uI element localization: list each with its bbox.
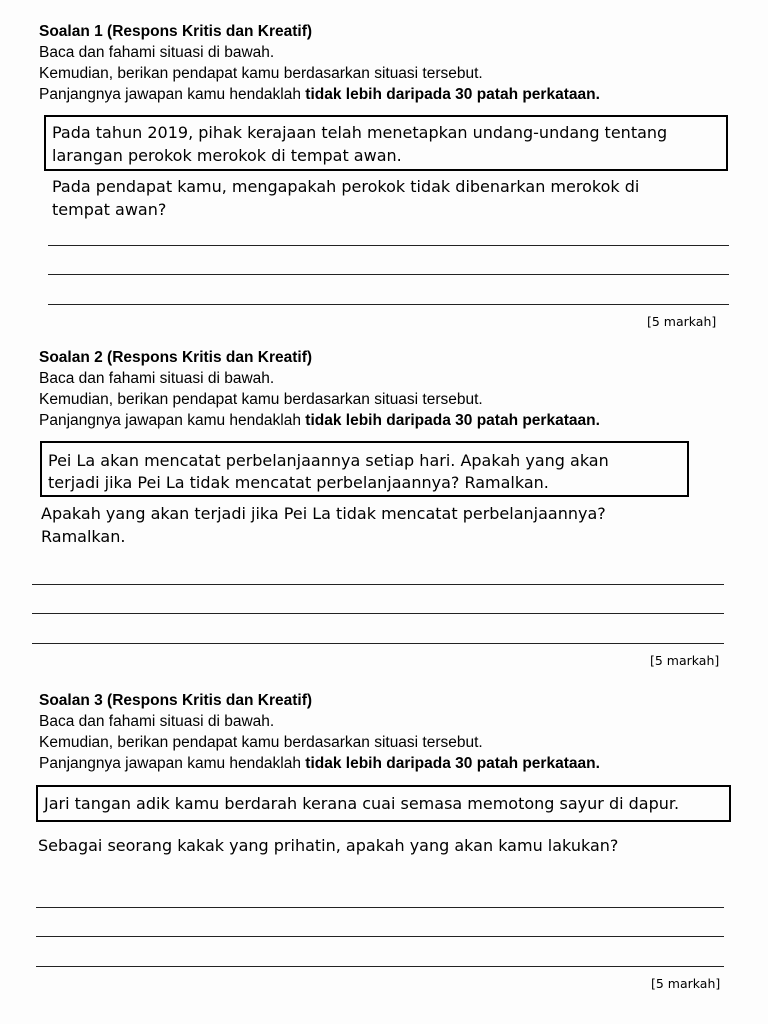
question-3-answer-line-2[interactable] bbox=[36, 936, 724, 937]
question-3-instruction-opinion: Kemudian, berikan pendapat kamu berdasarkan situasi tersebut. bbox=[39, 734, 483, 751]
question-1-situation-line-1: Pada tahun 2019, pihak kerajaan telah menetapkan undang-undang tentang bbox=[52, 123, 668, 142]
question-2-length-limit: tidak lebih daripada 30 patah perkataan. bbox=[305, 412, 600, 429]
question-3-instruction-length bbox=[39, 754, 600, 774]
question-3-situation-box bbox=[36, 785, 731, 822]
question-2-instruction-opinion: Kemudian, berikan pendapat kamu berdasarkan situasi tersebut. bbox=[39, 391, 483, 408]
question-1-marks: [5 markah] bbox=[647, 314, 717, 329]
question-2-prompt-line-2: Ramalkan. bbox=[41, 527, 126, 546]
question-2-length-text: Panjangnya jawapan kamu hendaklah bbox=[39, 412, 306, 429]
question-1-length-limit: tidak lebih daripada 30 patah perkataan. bbox=[305, 86, 600, 103]
question-2-prompt-line-1: Apakah yang akan terjadi jika Pei La tidak mencatat perbelanjaannya? bbox=[41, 504, 606, 523]
question-2-answer-line-1[interactable] bbox=[32, 584, 724, 585]
question-3-situation-line-1: Jari tangan adik kamu berdarah kerana cuai semasa memotong sayur di dapur. bbox=[44, 794, 680, 813]
question-3-answer-line-1[interactable] bbox=[36, 907, 724, 908]
question-1-instruction-opinion: Kemudian, berikan pendapat kamu berdasarkan situasi tersebut. bbox=[39, 65, 483, 82]
question-3-title: Soalan 3 (Respons Kritis dan Kreatif) bbox=[39, 692, 313, 709]
question-3-length-limit: tidak lebih daripada 30 patah perkataan. bbox=[305, 755, 600, 772]
question-1-prompt-line-1: Pada pendapat kamu, mengapakah perokok tidak dibenarkan merokok di bbox=[52, 177, 640, 196]
question-3-length-text: Panjangnya jawapan kamu hendaklah bbox=[39, 755, 306, 772]
question-2-situation-box bbox=[40, 441, 689, 497]
question-3-answer-line-3[interactable] bbox=[36, 966, 724, 967]
question-1-situation-line-2: larangan perokok merokok di tempat awan. bbox=[52, 146, 402, 165]
question-2-title: Soalan 2 (Respons Kritis dan Kreatif) bbox=[39, 349, 313, 366]
question-2-answer-line-2[interactable] bbox=[32, 613, 724, 614]
question-3-marks: [5 markah] bbox=[651, 976, 721, 991]
question-3-prompt-line-1: Sebagai seorang kakak yang prihatin, apakah yang akan kamu lakukan? bbox=[38, 836, 619, 855]
question-2-answer-line-3[interactable] bbox=[32, 643, 724, 644]
question-1-instruction-read: Baca dan fahami situasi di bawah. bbox=[39, 44, 275, 61]
question-2-instruction-length bbox=[39, 411, 600, 431]
question-1-prompt-line-2: tempat awan? bbox=[52, 200, 167, 219]
question-3-instruction-read: Baca dan fahami situasi di bawah. bbox=[39, 713, 275, 730]
question-1-length-text: Panjangnya jawapan kamu hendaklah bbox=[39, 86, 306, 103]
question-2-situation-line-1: Pei La akan mencatat perbelanjaannya setiap hari. Apakah yang akan bbox=[48, 451, 609, 470]
question-1-title: Soalan 1 (Respons Kritis dan Kreatif) bbox=[39, 23, 313, 40]
question-2-instruction-read: Baca dan fahami situasi di bawah. bbox=[39, 370, 275, 387]
question-2-marks: [5 markah] bbox=[650, 653, 720, 668]
question-2-situation-line-2: terjadi jika Pei La tidak mencatat perbelanjaannya? Ramalkan. bbox=[48, 473, 549, 492]
